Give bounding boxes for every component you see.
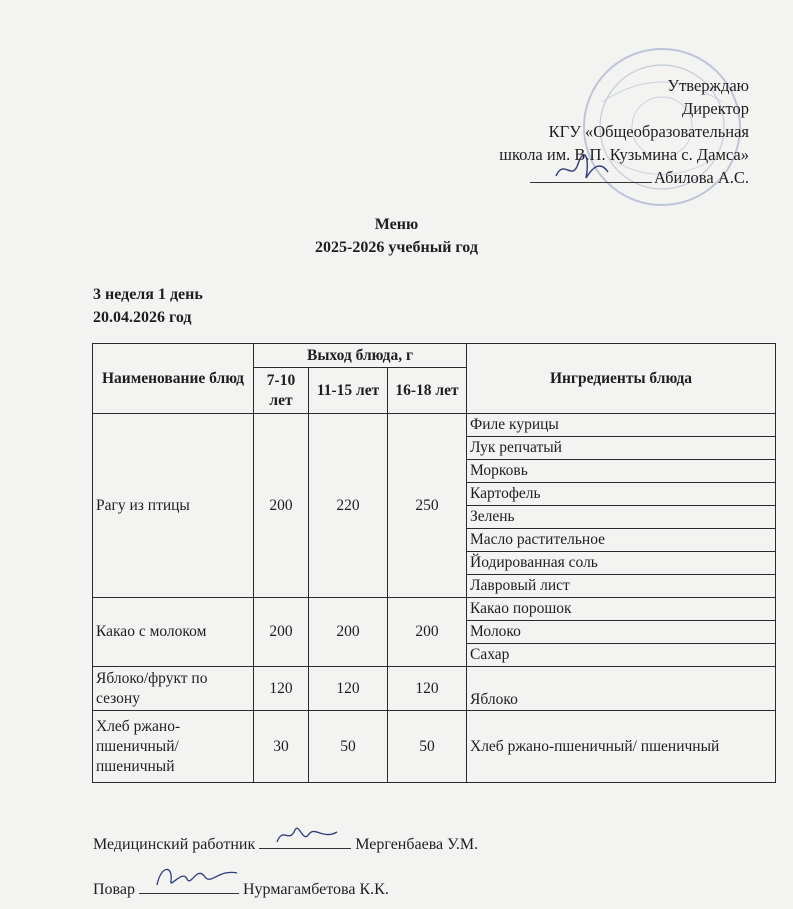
ingredient: Хлеб ржано-пшеничный/ пшеничный [467, 711, 776, 783]
ingredient: Яблоко [467, 667, 776, 711]
medic-signature-line [93, 832, 478, 856]
medic-signature [259, 832, 351, 849]
cook-label: Повар [93, 881, 135, 898]
dish-name: Какао с молоком [93, 598, 254, 667]
approval-position: Директор [682, 99, 749, 118]
menu-table [92, 343, 776, 783]
dish-name: Рагу из птицы [93, 414, 254, 598]
cook-signature-scribble [153, 859, 243, 893]
header-age-16-18: 16-18 лет [388, 368, 467, 414]
yield-11-15: 120 [309, 667, 388, 711]
director-signature-scribble [552, 154, 612, 184]
ingredient: Какао порошок [467, 598, 776, 621]
approval-block [499, 74, 749, 189]
director-name: Абилова А.С. [654, 168, 749, 187]
yield-16-18: 200 [388, 598, 467, 667]
ingredient: Сахар [467, 644, 776, 667]
yield-7-10: 120 [254, 667, 309, 711]
yield-7-10: 30 [254, 711, 309, 783]
ingredient: Морковь [467, 460, 776, 483]
menu-date: 20.04.2026 год [93, 309, 192, 326]
header-age-7-10: 7-10 лет [254, 368, 309, 414]
ingredient: Картофель [467, 483, 776, 506]
yield-11-15: 200 [309, 598, 388, 667]
day-info [93, 283, 203, 329]
ingredient: Филе курицы [467, 414, 776, 437]
approval-heading: Утверждаю [667, 76, 749, 95]
yield-7-10: 200 [254, 598, 309, 667]
yield-11-15: 50 [309, 711, 388, 783]
dish-name: Хлеб ржано-пшеничный/ пшеничный [93, 711, 254, 783]
cook-signature [139, 877, 239, 894]
yield-16-18: 250 [388, 414, 467, 598]
header-yield: Выход блюда, г [254, 344, 467, 368]
dish-name: Яблоко/фрукт по сезону [93, 667, 254, 711]
medic-name: Мергенбаева У.М. [355, 836, 479, 853]
medic-signature-scribble [273, 818, 343, 848]
document-title [0, 213, 793, 259]
medic-label: Медицинский работник [93, 836, 256, 853]
approval-org-line1: КГУ «Общеобразовательная [548, 122, 749, 141]
title-school-year: 2025-2026 учебный год [315, 239, 478, 256]
director-signature [530, 166, 652, 183]
cook-signature-line [93, 877, 389, 901]
ingredient: Молоко [467, 621, 776, 644]
yield-16-18: 50 [388, 711, 467, 783]
header-age-11-15: 11-15 лет [309, 368, 388, 414]
yield-16-18: 120 [388, 667, 467, 711]
yield-7-10: 200 [254, 414, 309, 598]
week-day: 3 неделя 1 день [93, 286, 203, 303]
title-menu: Меню [374, 216, 419, 233]
ingredient: Лавровый лист [467, 575, 776, 598]
header-dish-name: Наименование блюд [93, 344, 254, 414]
header-ingredients: Ингредиенты блюда [467, 344, 776, 414]
yield-11-15: 220 [309, 414, 388, 598]
ingredient: Зелень [467, 506, 776, 529]
ingredient: Йодированная соль [467, 552, 776, 575]
ingredient: Лук репчатый [467, 437, 776, 460]
approval-org-line2: школа им. В.П. Кузьмина с. Дамса» [499, 145, 749, 164]
ingredient: Масло растительное [467, 529, 776, 552]
cook-name: Нурмагамбетова К.К. [243, 881, 389, 898]
